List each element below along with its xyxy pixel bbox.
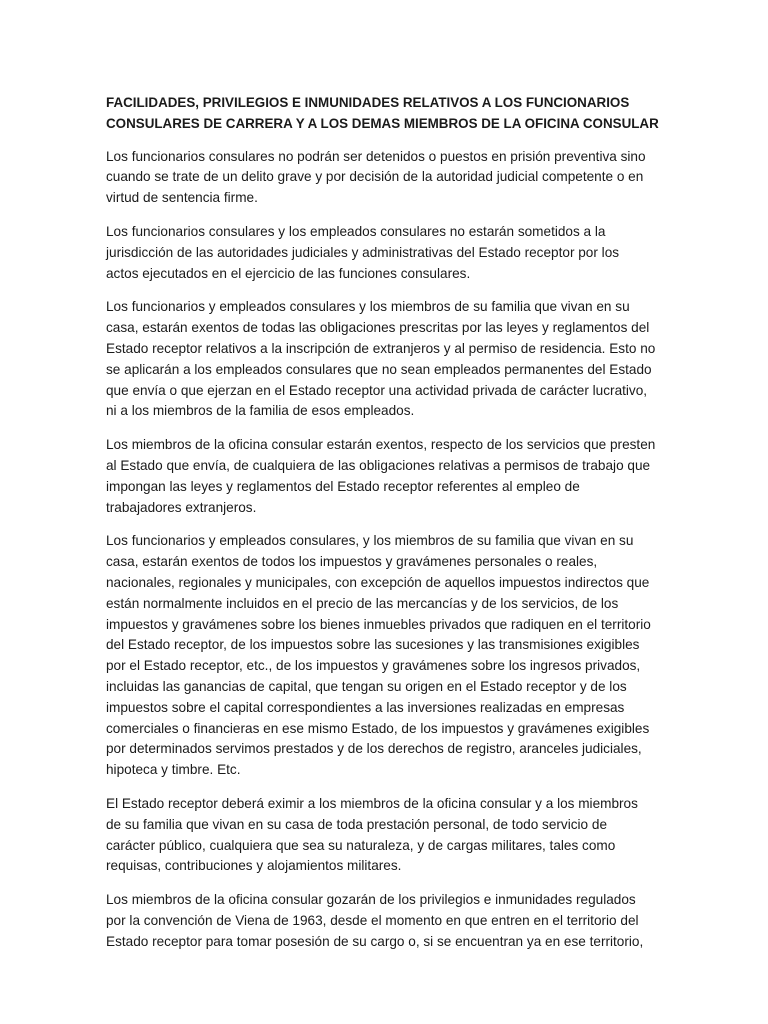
text-line: impuestos sobre el capital correspondientes a las inversiones realizadas en empresas [106, 699, 625, 715]
paragraph-4 [106, 435, 662, 518]
text-line: trabajadores extranjeros. [106, 499, 257, 515]
text-line: carácter público, cualquiera que sea su naturaleza, y de cargas militares, tales como [106, 837, 616, 853]
text-line: casa, estarán exentos de todas las obligaciones prescritas por las leyes y reglamentos del [106, 320, 650, 336]
document-title [106, 93, 662, 135]
text-line: Estado receptor relativos a la inscripción de extranjeros y al permiso de residencia. Esto no [106, 340, 656, 356]
text-line: de su familia que vivan en su casa de toda prestación personal, de todo servicio de [106, 816, 608, 832]
text-line: del Estado receptor, de los impuestos sobre las sucesiones y las transmisiones exigibles [106, 637, 640, 653]
paragraph-5 [106, 531, 662, 781]
paragraph-6 [106, 794, 662, 877]
text-line: ni a los miembros de la familia de esos empleados. [106, 403, 415, 419]
paragraph-7 [106, 890, 662, 952]
text-line: incluidas las ganancias de capital, que tengan su origen en el Estado receptor y de los [106, 678, 627, 694]
text-line: actos ejecutados en el ejercicio de las funciones consulares. [106, 265, 471, 281]
paragraph-3 [106, 297, 662, 422]
text-line: jurisdicción de las autoridades judiciales y administrativas del Estado receptor por los [106, 244, 620, 260]
paragraph-2 [106, 222, 662, 284]
text-line: requisas, contribuciones y alojamientos militares. [106, 858, 402, 874]
title-line: FACILIDADES, PRIVILEGIOS E INMUNIDADES RELATIVOS A LOS FUNCIONARIOS [106, 95, 630, 110]
text-line: que envía o que ejerzan en el Estado receptor una actividad privada de carácter lucrativo, [106, 382, 648, 398]
text-line: virtud de sentencia firme. [106, 190, 258, 206]
text-line: cuando se trate de un delito grave y por decisión de la autoridad judicial competente o en [106, 169, 644, 185]
text-line: Los miembros de la oficina consular gozarán de los privilegios e inmunidades regulados [106, 892, 636, 908]
text-line: Los funcionarios consulares no podrán ser detenidos o puestos en prisión preventiva sino [106, 148, 646, 164]
text-line: casa, estarán exentos de todos los impuestos y gravámenes personales o reales, [106, 554, 598, 570]
text-line: al Estado que envía, de cualquiera de las obligaciones relativas a permisos de trabajo que [106, 457, 651, 473]
text-line: por determinados servimos prestados y de los derechos de registro, aranceles judiciales, [106, 741, 642, 757]
paragraph-1 [106, 147, 662, 209]
text-line: hipoteca y timbre. Etc. [106, 762, 241, 778]
text-line: nacionales, regionales y municipales, con excepción de aquellos impuestos indirectos que [106, 574, 650, 590]
text-line: Los funcionarios y empleados consulares, y los miembros de su familia que vivan en su [106, 533, 634, 549]
title-line: CONSULARES DE CARRERA Y A LOS DEMAS MIEMBROS DE LA OFICINA CONSULAR [106, 115, 659, 131]
text-line: impongan las leyes y reglamentos del Estado receptor referentes al empleo de [106, 478, 580, 494]
text-line: Los funcionarios consulares y los empleados consulares no estarán sometidos a la [106, 223, 606, 239]
text-line: se aplicarán a los empleados consulares que no sean empleados permanentes del Estado [106, 361, 652, 377]
document-page [106, 93, 662, 965]
text-line: Estado receptor para tomar posesión de su cargo o, si se encuentran ya en ese territorio, [106, 933, 644, 949]
text-line: impuestos y gravámenes sobre los bienes inmuebles privados que radiquen en el territorio [106, 616, 651, 632]
text-line: Los funcionarios y empleados consulares y los miembros de su familia que vivan en su [106, 299, 630, 315]
text-line: por el Estado receptor, etc., de los impuestos y gravámenes sobre los ingresos privados, [106, 658, 641, 674]
text-line: están normalmente incluidos en el precio de las mercancías y de los servicios, de los [106, 595, 619, 611]
text-line: comerciales o financieras en ese mismo Estado, de los impuestos y gravámenes exigibles [106, 720, 650, 736]
text-line: El Estado receptor deberá eximir a los miembros de la oficina consular y a los miembros [106, 795, 638, 811]
text-line: por la convención de Viena de 1963, desde el momento en que entren en el territorio del [106, 912, 639, 928]
text-line: Los miembros de la oficina consular estarán exentos, respecto de los servicios que presten [106, 437, 656, 453]
